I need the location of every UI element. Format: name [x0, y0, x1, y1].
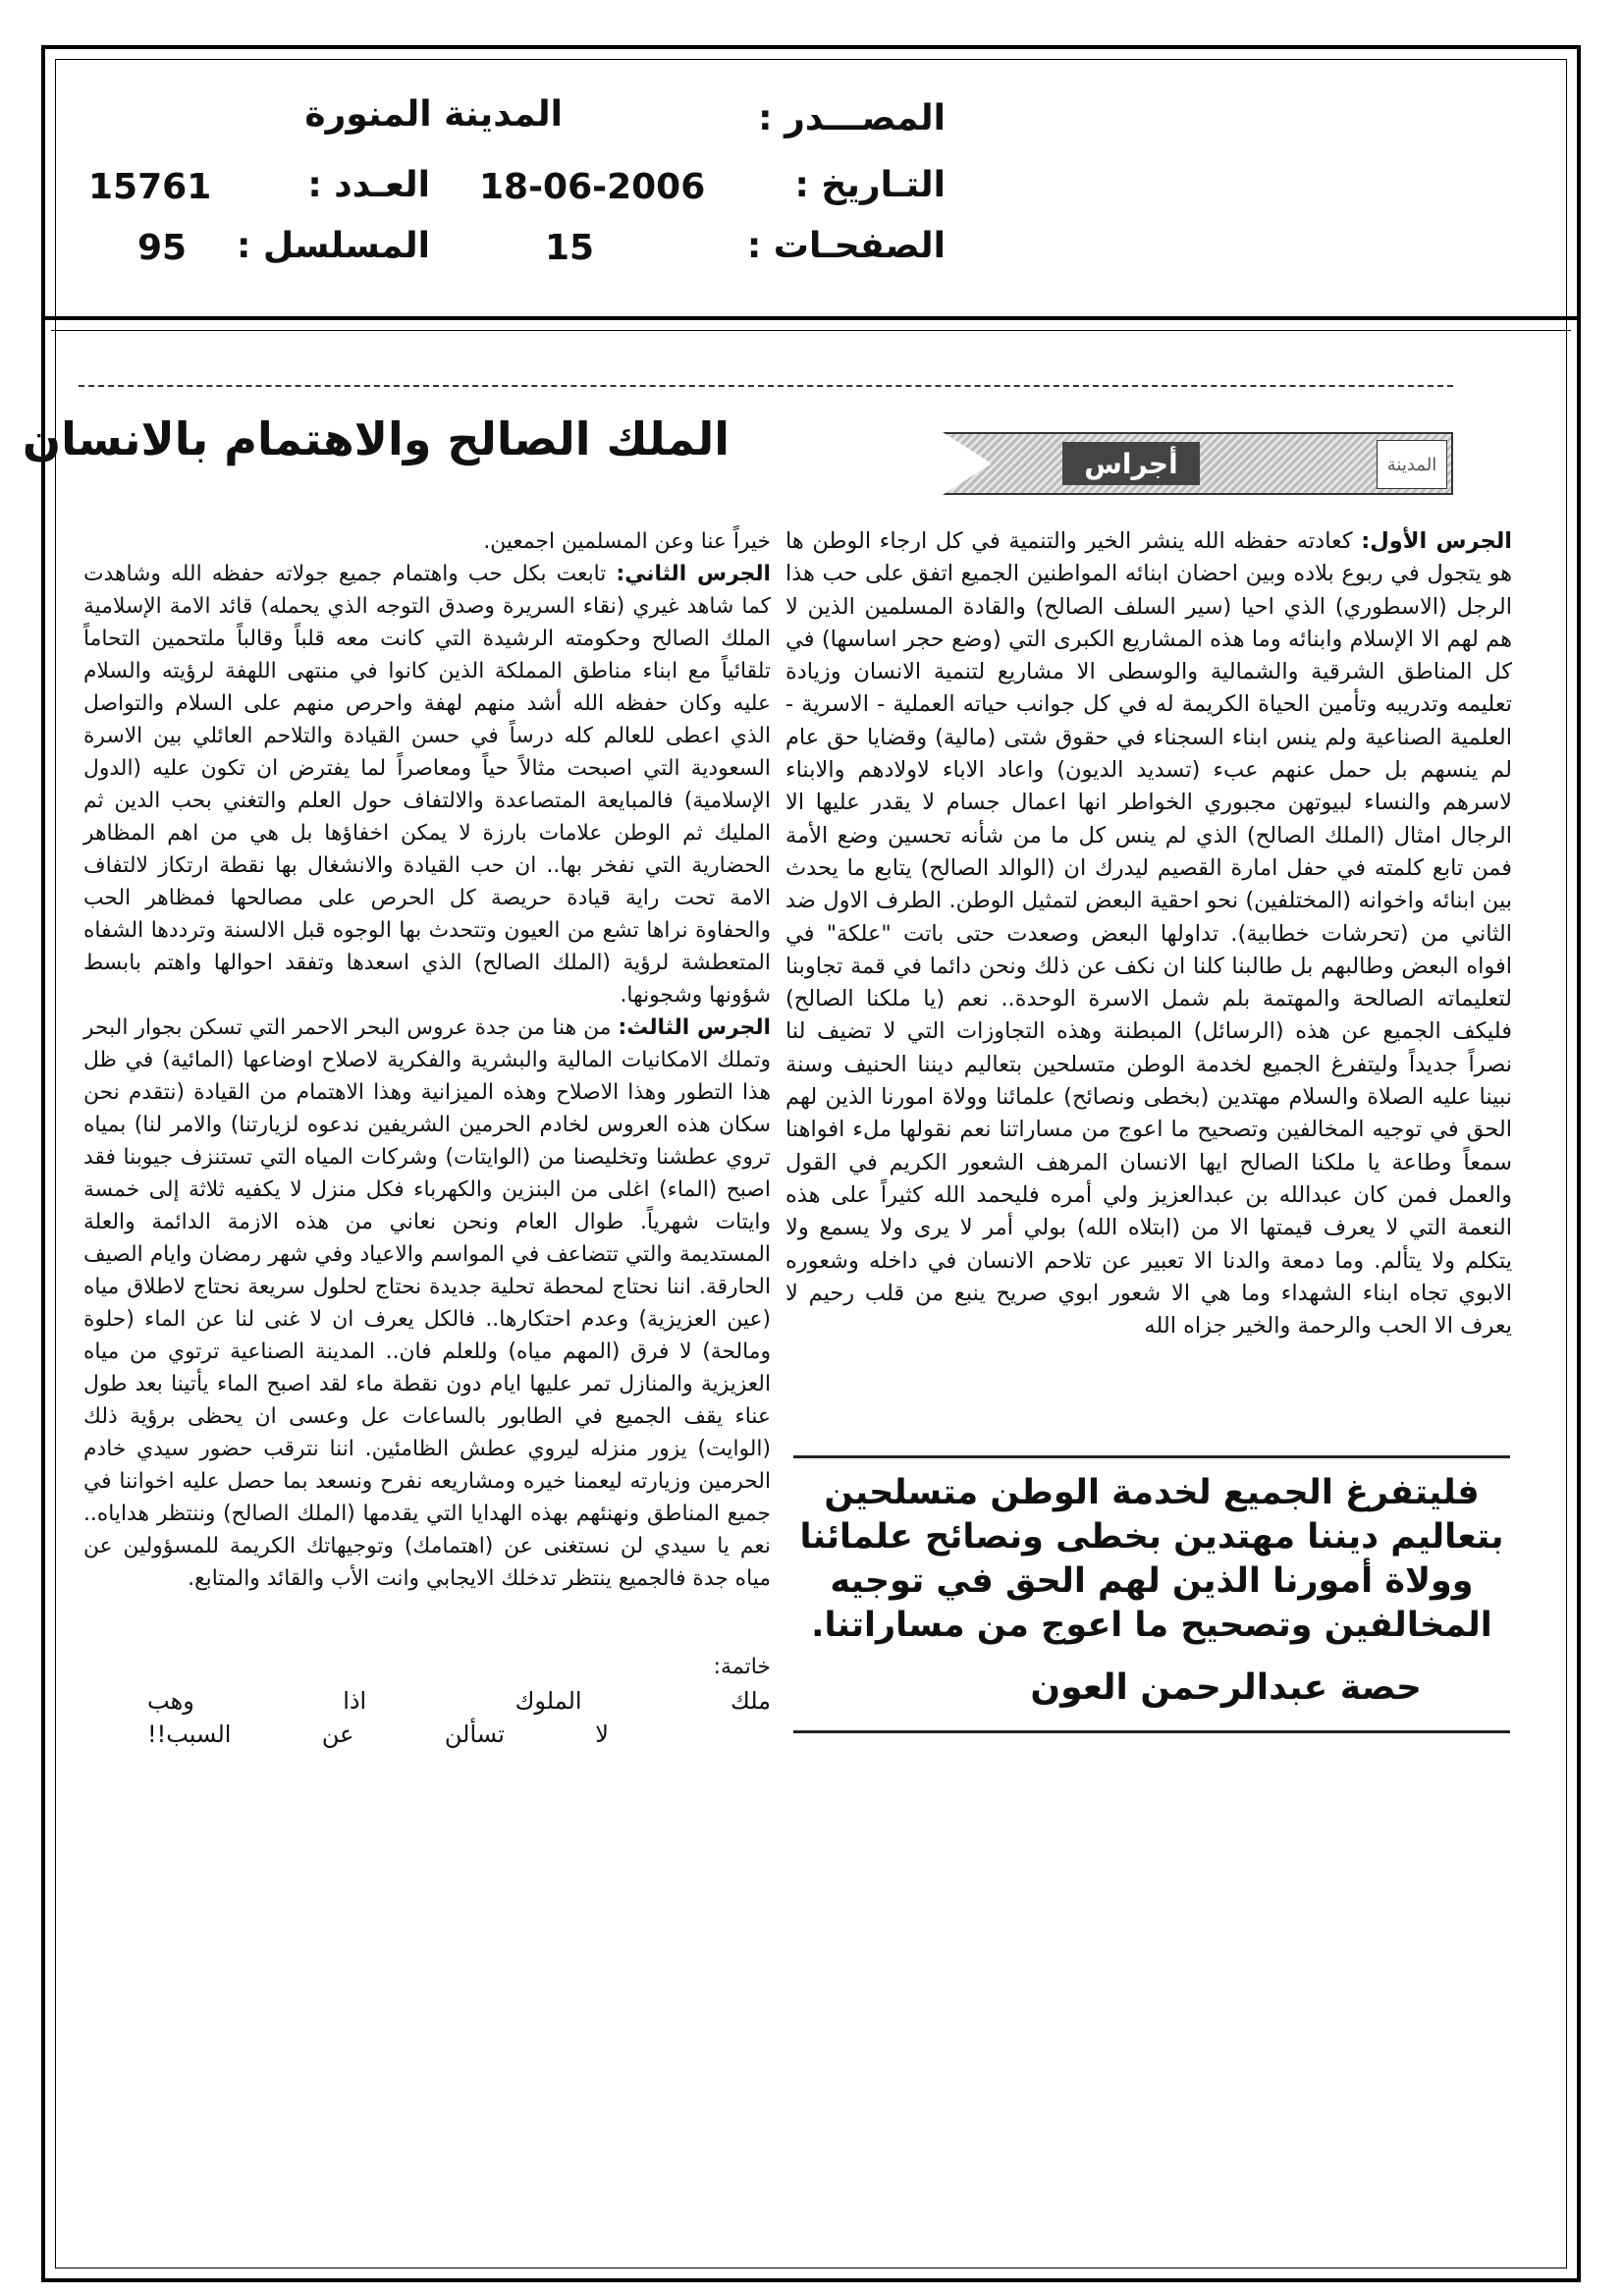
source-label: المصـــدر :	[758, 98, 946, 138]
issue-value: 15761	[88, 167, 212, 207]
bell3-text: من هنا من جدة عروس البحر الاحمر التي تسكن بجوار البحر وتملك الامكانيات المالية والبشرية والفكرية لاصلاح اوضاعها (المائية) في ظل هذا التطور وهذا الاصلاح وهذه الميزانية وهذا الاهتمام من القيادة (نتقدم نحن سكان هذه العروس لخادم الحرمين الشريفين ندعوه لزيارتنا) والامر لنا) بمياه تروي عطشنا وتخليصنا من (الوايتات) وشركات المياه التي تستنزف جيوبنا فقد اصبح (الماء) اغلى من البنزين والكهرباء فكل منزل لا يكفيه ثلاثة إلى خمسة وايتات شهرياً. طوال العام ونحن نعاني من هذه الازمة الدائمة والعلة المستديمة والتي تتضاعف في المواسم والاعياد وفي شهر رمضان وايام الصيف الحارقة. اننا نحتاج لمحطة تحلية جديدة نحتاج لحلول سريعة نحتاج لاطلاق مياه (عين العزيزية) وعدم احتكارها.. فالكل يعرف ان لا غنى لنا عن الماء (حلوة ومالحة) لا فرق (المهم مياه) وللعلم فان.. المدينة الصناعية ترتوي من مياه العزيزية والمنازل تمر عليها ايام دون نقطة ماء لقد اصبح الماء يأتينا بعد طول عناء يقف الجميع في الطابور بالساعات عل وعسى ان يحظى برؤية ذلك (الوايت) يزور منزله ليروي عطش الظامئين. اننا نترقب حضور سيدي خادم الحرمين وزيارته ليعمنا خيره ومشاريعه نفرح ونسعد بما حصل عليه اخواننا في جميع المناطق ونهنئهم بهذه الهدايا التي يقدمها (الملك الصالح) وننتظر هداياه.. نعم يا سيدي لن نستغنى عن (اهتمامك) وتوجيهاتك الكريمة للمسؤولين عن مياه جدة فالجميع ينتظر تدخلك الايجابي وانت الأب والقائد والمتابع.	[83, 1015, 771, 1591]
source-value: المدينة المنورة	[304, 94, 563, 135]
bell1-title: الجرس الأول:	[1361, 528, 1512, 554]
verse-line-1: ملك الملوك اذا وهب	[147, 1687, 771, 1715]
date-value: 18-06-2006	[479, 167, 706, 207]
bell3-paragraph	[83, 1011, 771, 1595]
right-column	[785, 525, 1512, 1429]
pages-label: الصفحـات :	[746, 226, 946, 266]
bell1-text: كعادته حفظه الله ينشر الخير والتنمية في كل ارجاء الوطن ها هو يتجول في ربوع بلاده وبين احضان ابنائه المواطنين الجميع اتفق على حب هذا الرجل (الاسطوري) الذي احيا (سير السلف الصالح) والقادة المسلمين الذين لا هم لهم الا الإسلام وابنائه وما هذه المشاريع الكبرى التي (وضع حجر اساسها) في كل المناطق الشرقية والشمالية والوسطى الا مشاريع لتنمية الانسان وزيادة تعليمه وتدريبه وتأمين الحياة الكريمة له في كل جوانب حياته العملية - الاسرية - العلمية الصناعية ولم ينس ابناء السجناء في حقوق شتى (مالية) وقضايا حق عام لم ينسهم بل حمل عنهم عبء (تسديد الديون) واعاد الاباء لاولادهم والابناء لاسرهم والنساء لبيوتهن مجبوري الخواطر انها اعمال جسام لا يقدر عليها الا الرجال امثال (الملك الصالح) الذي لم ينس كل ما من شأنه تحسين وضع الأمة فمن تابع كلمته في حفل امارة القصيم ليدرك ان (الوالد الصالح) يتابع ما يحدث بين ابنائه واخوانه (المختلفين) نحو احقية البعض لتمثيل الوطن. الطرف الاول ضد الثاني من (تحرشات خطابية). تداولها البعض وصعدت حتى باتت "علكة" في افواه البعض وطالبهم بل طالبنا كلنا ان نكف عن ذلك ونحن دائما في قمة تجاوبنا لتعليماته الصالحة والمهتمة بلم شمل الاسرة الوحدة.. نعم (يا ملكنا الصالح) فليكف الجميع عن هذه (الرسائل) المبطنة وهذه التجاوزات التي لا تضيف لنا نصراً جديداً وليتفرغ الجميع لخدمة الوطن متسلحين بتعاليم ديننا الحنيف وسنة نبينا عليه الصلاة والسلام مهتدين (بخطى ونصائح) علمائنا وولاة امورنا الذين لهم الحق في توجيه المخالفين وتصحيح ما اعوج من مساراتنا نعم نقولها ملء افواهنا سمعاً وطاعة يا ملكنا الصالح ايها الانسان المرهف الشعور الكريم في القول والعمل فمن كان عبدالله بن عبدالعزيز ولي أمره فليحمد الله كثيراً على هذه النعمة التي لا يعرف قيمتها الا من (ابتلاه الله) بولي أمر لا يرى ولا يسمع ولا يتكلم ولا يتألم. وما دمعة والدنا الا تعبير عن تلاحم الانسان في داخله وشعوره الابوي تجاه ابناء الشهداء وما هي الا شعور ابوي صريح ينبع من قلب رحيم لا يعرف الا الحب والرحمة والخير جزاه الله	[785, 528, 1512, 1339]
column-badge	[943, 432, 1453, 495]
bell2-title: الجرس الثاني:	[616, 562, 772, 586]
pages-value: 15	[545, 228, 595, 268]
serial-label: المسلسل :	[236, 226, 430, 266]
serial-value: 95	[137, 228, 188, 268]
header-divider	[41, 316, 1581, 320]
article-top-rule	[79, 385, 1453, 387]
article-headline: الملك الصالح والاهتمام بالانسان	[22, 412, 730, 465]
badge-label: أجراس	[1062, 442, 1200, 485]
pull-quote: فليتفرغ الجميع لخدمة الوطن متسلحين بتعاليم ديننا مهتدين بخطى ونصائح علمائنا وولاة أمورنا الذين لهم الحق في توجيه المخالفين وتصحيح ما اعوج من مساراتنا.	[799, 1473, 1504, 1645]
bell2-paragraph	[83, 558, 771, 1011]
bell1-paragraph	[785, 525, 1512, 1342]
issue-label: العـدد :	[307, 165, 430, 205]
newspaper-logo: المدينة	[1377, 440, 1447, 489]
bell3-title: الجرس الثالث:	[618, 1015, 772, 1040]
left-column	[83, 525, 771, 1684]
pull-quote-top-rule	[793, 1455, 1510, 1458]
author-name: حصة عبدالرحمن العون	[1030, 1667, 1422, 1708]
date-label: التـاريخ :	[794, 165, 946, 205]
bell2-text: تابعت بكل حب واهتمام جميع جولاته حفظه الله وشاهدت كما شاهد غيري (نقاء السريرة وصدق التوجه الذي يحمله) قائد الامة الإسلامية الملك الصالح وحكومته الرشيدة التي كانت معه قلباً وقالباً ملتحمين التحاماً تلقائياً مع ابناء مناطق المملكة الذين كانوا في منتهى اللهفة لرؤيته والسلام عليه وكان حفظه الله أشد منهم لهفة واحرص منهم على السلام والتواصل الذي اعطى للعالم كله درساً في حسن القيادة والتلاحم العائلي بين الاسرة السعودية التي اصبحت مثالاً حياً ومعاصراً لما يفترض ان تكون عليه (الدول الإسلامية) فالمبايعة المتصاعدة والالتفاف حول العلم والتغني بحب الدين ثم المليك ثم الوطن علامات بارزة لا يمكن اخفاؤها بل هي من اهم المظاهر الحضارية التي نفخر بها.. ان حب القيادة والانشغال بها نقطة ارتكاز لالتفاف الامة تحت راية قيادة حريصة كل الحرص على مصالحها فمظاهر الحب والحفاوة نراها تشع من العيون وتتحدث بها الوجوه قبل الالسنة وترددها الشفاه المتعطشة لرؤية (الملك الصالح) الذي اسعدها وتفقد احوالها واهتم بابسط شؤونها وشجونها.	[83, 562, 771, 1008]
header-divider-inner	[51, 330, 1571, 331]
intro-line: خيراً عنا وعن المسلمين اجمعين.	[483, 529, 771, 554]
pull-quote-box	[793, 1455, 1510, 1733]
verse-line-2: لا تسألن عن السبب!!	[147, 1721, 609, 1748]
badge-arrow-shape	[943, 432, 992, 495]
closing-label: خاتمة:	[713, 1655, 771, 1679]
